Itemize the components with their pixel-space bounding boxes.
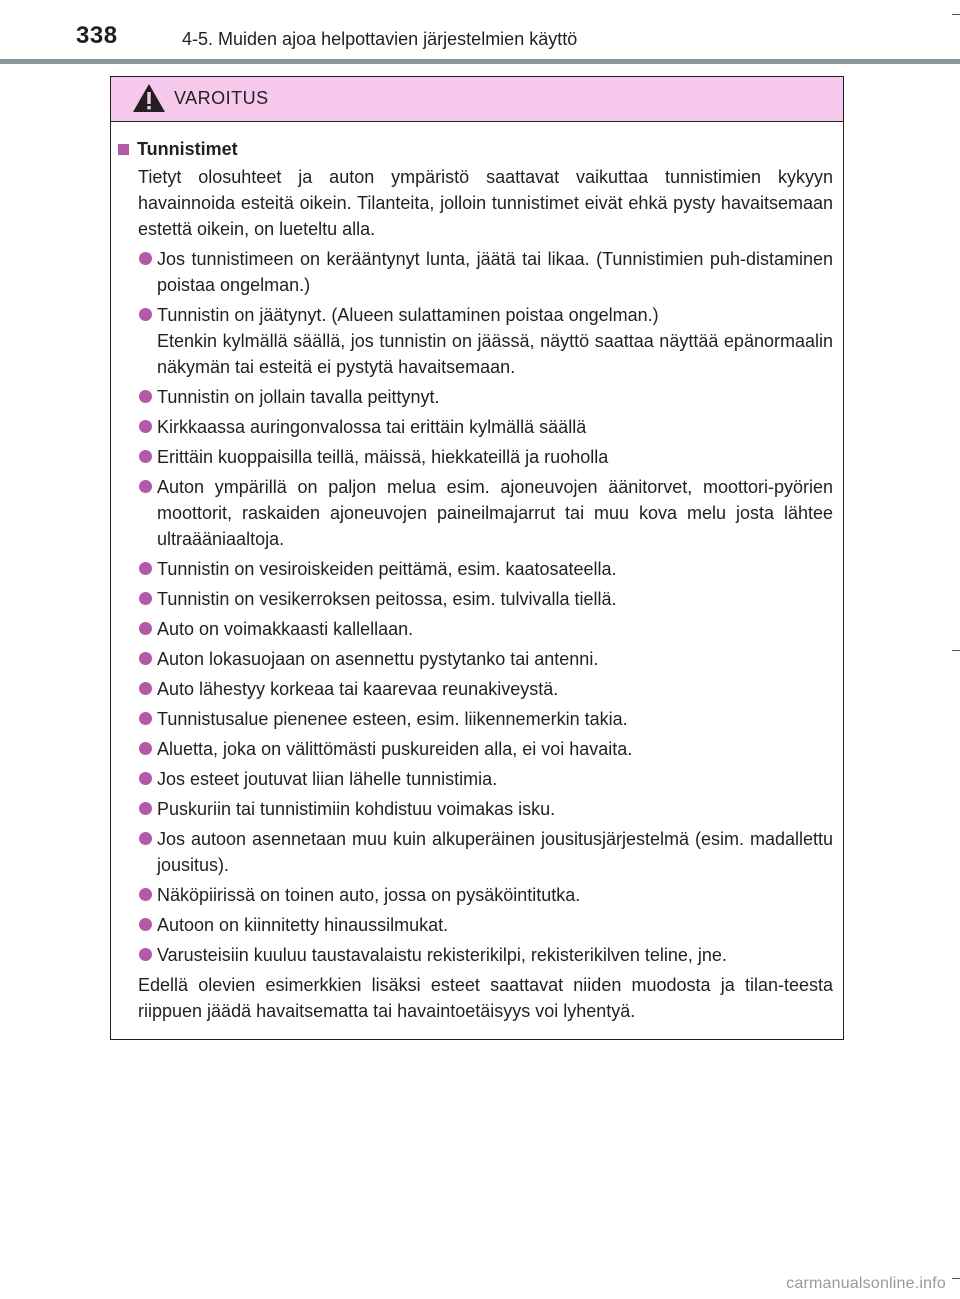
circle-bullet-icon xyxy=(139,252,152,265)
warning-title: VAROITUS xyxy=(174,88,269,108)
circle-bullet-icon xyxy=(139,832,152,845)
warning-header xyxy=(111,77,843,122)
list-item xyxy=(118,474,833,552)
list-item xyxy=(118,616,833,642)
warning-subheading xyxy=(118,136,833,162)
list-item xyxy=(118,942,833,968)
list-item-text: Autoon on kiinnitetty hinaussilmukat. xyxy=(157,915,449,935)
list-item xyxy=(118,796,833,822)
crop-mark-mid-right xyxy=(952,650,960,651)
subheading-text: Tunnistimet xyxy=(137,139,238,159)
list-item-detail: Etenkin kylmällä säällä, jos tunnistin on jäässä, näyttö saattaa näyttää epänormaalin näkymän tai esteitä ei pystytä havaitsemaan. xyxy=(157,331,833,377)
circle-bullet-icon xyxy=(139,562,152,575)
list-item-text: Jos autoon asennetaan muu kuin alkuperäinen jousitusjärjestelmä (esim. madallettu jousitus). xyxy=(157,829,833,875)
list-item-text: Aluetta, joka on välittömästi puskureiden alla, ei voi havaita. xyxy=(157,739,633,759)
circle-bullet-icon xyxy=(139,802,152,815)
circle-bullet-icon xyxy=(139,308,152,321)
circle-bullet-icon xyxy=(139,918,152,931)
list-item xyxy=(118,706,833,732)
list-item-text: Auto lähestyy korkeaa tai kaarevaa reunakiveystä. xyxy=(157,679,559,699)
circle-bullet-icon xyxy=(139,652,152,665)
circle-bullet-icon xyxy=(139,480,152,493)
list-item-text: Auto on voimakkaasti kallellaan. xyxy=(157,619,414,639)
list-item-text: Kirkkaassa auringonvalossa tai erittäin kylmällä säällä xyxy=(157,417,587,437)
list-item xyxy=(118,766,833,792)
circle-bullet-icon xyxy=(139,390,152,403)
list-item-text: Tunnistin on vesikerroksen peitossa, esim. tulvivalla tiellä. xyxy=(157,589,617,609)
list-item xyxy=(118,646,833,672)
list-item xyxy=(118,736,833,762)
list-item-text: Tunnistin on jollain tavalla peittynyt. xyxy=(157,387,440,407)
list-item-text: Erittäin kuoppaisilla teillä, mäissä, hiekkateillä ja ruoholla xyxy=(157,447,609,467)
list-item-text: Jos tunnistimeen on kerääntynyt lunta, jäätä tai likaa. (Tunnistimien puh-distaminen poistaa ongelman.) xyxy=(157,249,833,295)
list-item xyxy=(118,246,833,298)
circle-bullet-icon xyxy=(139,948,152,961)
page-header xyxy=(0,0,960,64)
circle-bullet-icon xyxy=(139,772,152,785)
condition-list xyxy=(118,246,833,968)
list-item-text: Tunnistin on jäätynyt. (Alueen sulattaminen poistaa ongelman.) xyxy=(157,305,659,325)
page-number: 338 xyxy=(76,22,118,49)
circle-bullet-icon xyxy=(139,742,152,755)
list-item xyxy=(118,912,833,938)
list-item-text: Tunnistin on vesiroiskeiden peittämä, esim. kaatosateella. xyxy=(157,559,617,579)
crop-mark-top-right xyxy=(952,14,960,15)
circle-bullet-icon xyxy=(139,622,152,635)
list-item xyxy=(118,676,833,702)
circle-bullet-icon xyxy=(139,592,152,605)
list-item-text: Varusteisiin kuuluu taustavalaistu rekisterikilpi, rekisterikilven teline, jne. xyxy=(157,945,727,965)
list-item-text: Auton lokasuojaan on asennettu pystytanko tai antenni. xyxy=(157,649,599,669)
footer-watermark: carmanualsonline.info xyxy=(786,1275,946,1292)
list-item-text: Auton ympärillä on paljon melua esim. ajoneuvojen äänitorvet, moottori-pyörien moottorit, raskaiden ajoneuvojen paineilmajarrut tai muu kova melu josta lähtee ultraääniaaltoja. xyxy=(157,477,833,549)
intro-paragraph: Tietyt olosuhteet ja auton ympäristö saattavat vaikuttaa tunnistimien kykyyn havainnoida esteitä oikein. Tilanteita, jolloin tunnistimet eivät ehkä pysty havaitsemaan estettä oikein, on lueteltu alla. xyxy=(138,167,833,239)
list-item-text: Näköpiirissä on toinen auto, jossa on pysäköintitutka. xyxy=(157,885,581,905)
square-bullet-icon xyxy=(118,144,129,155)
header-divider xyxy=(0,59,960,64)
circle-bullet-icon xyxy=(139,712,152,725)
circle-bullet-icon xyxy=(139,450,152,463)
list-item xyxy=(118,556,833,582)
list-item xyxy=(118,882,833,908)
warning-triangle-icon xyxy=(132,83,166,113)
list-item xyxy=(118,302,833,380)
circle-bullet-icon xyxy=(139,888,152,901)
crop-mark-bottom-right xyxy=(952,1278,960,1279)
section-title: 4-5. Muiden ajoa helpottavien järjestelmien käyttö xyxy=(182,29,578,49)
list-item-text: Puskuriin tai tunnistimiin kohdistuu voimakas isku. xyxy=(157,799,556,819)
warning-box xyxy=(110,76,844,1040)
list-item xyxy=(118,444,833,470)
warning-body xyxy=(111,122,843,1024)
list-item xyxy=(118,826,833,878)
list-item xyxy=(118,586,833,612)
closing-paragraph: Edellä olevien esimerkkien lisäksi esteet saattavat niiden muodosta ja tilan-teesta riippuen jäädä havaitsematta tai havaintoetäisyys voi lyhentyä. xyxy=(138,975,833,1021)
list-item xyxy=(118,384,833,410)
list-item-text: Tunnistusalue pienenee esteen, esim. liikennemerkin takia. xyxy=(157,709,628,729)
circle-bullet-icon xyxy=(139,682,152,695)
circle-bullet-icon xyxy=(139,420,152,433)
list-item xyxy=(118,414,833,440)
list-item-text: Jos esteet joutuvat liian lähelle tunnistimia. xyxy=(157,769,498,789)
